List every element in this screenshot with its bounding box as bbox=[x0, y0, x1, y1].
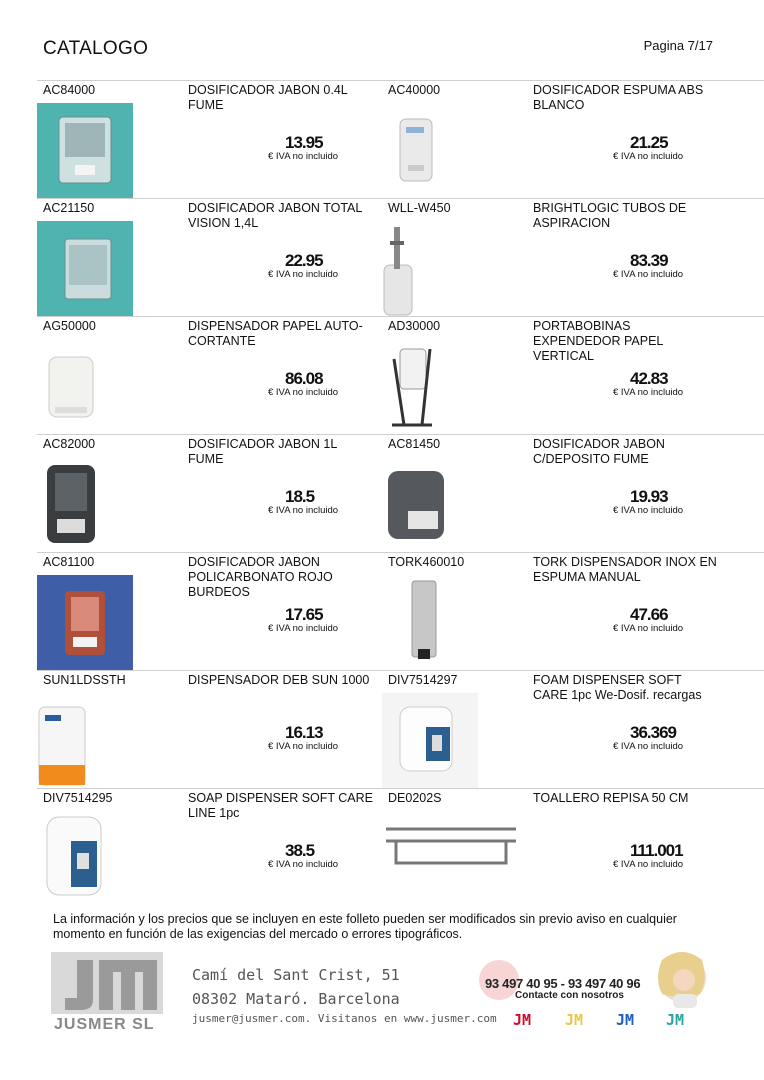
tax-note: € IVA no incluido bbox=[613, 151, 684, 162]
product-price: 22.95 bbox=[285, 251, 323, 270]
product-row bbox=[37, 198, 764, 316]
product-code: AC82000 bbox=[43, 437, 96, 451]
tax-note: € IVA no incluido bbox=[613, 859, 684, 870]
product-card bbox=[37, 553, 382, 670]
product-description: DOSIFICADOR JABON 0.4L FUME bbox=[188, 83, 348, 112]
product-description: BRIGHTLOGIC TUBOS DE ASPIRACION bbox=[533, 201, 687, 230]
product-row bbox=[37, 434, 764, 552]
product-price: 111.001 bbox=[630, 841, 683, 860]
product-price: 42.83 bbox=[630, 369, 668, 388]
product-price: 19.93 bbox=[630, 487, 668, 506]
product-card bbox=[37, 317, 382, 434]
phone-numbers: 93 497 40 95 - 93 497 40 96 bbox=[485, 976, 641, 991]
product-price: 13.95 bbox=[285, 133, 323, 152]
product-code: DIV7514297 bbox=[388, 673, 458, 687]
product-code: AC40000 bbox=[388, 83, 441, 97]
tax-note: € IVA no incluido bbox=[613, 741, 684, 752]
tax-note: € IVA no incluido bbox=[268, 741, 339, 752]
product-row bbox=[37, 552, 764, 670]
product-price: 18.5 bbox=[285, 487, 315, 506]
product-description: DOSIFICADOR ESPUMA ABS BLANCO bbox=[533, 83, 704, 112]
page-header bbox=[43, 38, 723, 68]
product-code: AC81450 bbox=[388, 437, 441, 451]
disclaimer-text: La información y los precios que se incluyen en este folleto pueden ser modificados sin previo aviso en cualquier momento en función de las exigencias del mercado o errores tipográficos. bbox=[53, 912, 677, 941]
product-description: DOSIFICADOR JABON 1L FUME bbox=[188, 437, 337, 466]
product-row bbox=[37, 316, 764, 434]
dispenser-grey-icon bbox=[382, 457, 478, 552]
company-block bbox=[45, 950, 725, 1040]
deb-dispenser-icon bbox=[37, 693, 133, 788]
product-price: 38.5 bbox=[285, 841, 315, 860]
contact-line: jusmer@jusmer.com. Visitanos en www.jusmer.com bbox=[192, 1012, 497, 1025]
product-card bbox=[382, 317, 764, 434]
dispenser-white-icon bbox=[382, 103, 478, 198]
dispenser-clear-icon bbox=[37, 221, 133, 316]
product-description: DOSIFICADOR JABON C/DEPOSITO FUME bbox=[533, 437, 665, 466]
product-code: DIV7514295 bbox=[43, 791, 113, 805]
tax-note: € IVA no incluido bbox=[613, 269, 684, 280]
contact-label: Contacte con nosotros bbox=[515, 990, 624, 1001]
product-price: 83.39 bbox=[630, 251, 668, 270]
address-line-2: 08302 Mataró. Barcelona bbox=[192, 990, 400, 1008]
tax-note: € IVA no incluido bbox=[613, 387, 684, 398]
product-price: 86.08 bbox=[285, 369, 323, 388]
product-row bbox=[37, 788, 764, 908]
product-row bbox=[37, 80, 764, 198]
jm-logo-yellow: JM bbox=[564, 1011, 584, 1029]
towel-rack-icon bbox=[382, 811, 522, 906]
tax-note: € IVA no incluido bbox=[268, 387, 339, 398]
product-description: DOSIFICADOR JABON POLICARBONATO ROJO BURDEOS bbox=[188, 555, 333, 599]
jm-logo-teal: JM bbox=[665, 1011, 685, 1029]
page-number: Pagina 7/17 bbox=[643, 38, 713, 53]
jm-logo-blue: JM bbox=[615, 1011, 635, 1029]
product-card bbox=[37, 199, 382, 316]
product-code: WLL-W450 bbox=[388, 201, 451, 215]
product-card bbox=[37, 671, 382, 788]
product-code: DE0202S bbox=[388, 791, 442, 805]
tax-note: € IVA no incluido bbox=[268, 269, 339, 280]
product-card bbox=[382, 81, 764, 198]
product-description: SOAP DISPENSER SOFT CARE LINE 1pc bbox=[188, 791, 374, 820]
product-price: 47.66 bbox=[630, 605, 668, 624]
product-card bbox=[382, 671, 764, 788]
softcare-soap-icon bbox=[37, 811, 133, 906]
product-description: DOSIFICADOR JABON TOTAL VISION 1,4L bbox=[188, 201, 362, 230]
jusmer-logo bbox=[45, 950, 165, 1040]
product-card bbox=[382, 553, 764, 670]
product-card bbox=[382, 789, 764, 908]
tax-note: € IVA no incluido bbox=[613, 505, 684, 516]
product-description: FOAM DISPENSER SOFT CARE 1pc We-Dosif. recargas bbox=[533, 673, 702, 702]
product-code: AC21150 bbox=[43, 201, 95, 215]
roll-stand-icon bbox=[382, 339, 478, 434]
paper-dispenser-icon bbox=[37, 339, 133, 434]
softcare-foam-icon bbox=[382, 693, 478, 788]
steel-dispenser-icon bbox=[382, 575, 478, 670]
tax-note: € IVA no incluido bbox=[613, 623, 684, 634]
product-code: AC84000 bbox=[43, 83, 96, 97]
product-price: 21.25 bbox=[630, 133, 668, 152]
product-code: AG50000 bbox=[43, 319, 96, 333]
product-description: TORK DISPENSADOR INOX EN ESPUMA MANUAL bbox=[533, 555, 717, 584]
product-card bbox=[37, 81, 382, 198]
product-code: SUN1LDSSTH bbox=[43, 673, 126, 687]
address-line-1: Camí del Sant Crist, 51 bbox=[192, 966, 400, 984]
tax-note: € IVA no incluido bbox=[268, 623, 339, 634]
product-card bbox=[382, 435, 764, 552]
product-description: DISPENSADOR DEB SUN 1000 bbox=[188, 673, 370, 687]
product-card bbox=[37, 789, 382, 908]
product-card bbox=[382, 199, 764, 316]
product-grid bbox=[37, 80, 764, 908]
contact-banner bbox=[477, 950, 717, 1040]
product-code: AD30000 bbox=[388, 319, 441, 333]
product-price: 16.13 bbox=[285, 723, 323, 742]
page-title: CATALOGO bbox=[43, 38, 149, 59]
product-row bbox=[37, 670, 764, 788]
product-price: 17.65 bbox=[285, 605, 323, 624]
product-code: TORK460010 bbox=[388, 555, 465, 569]
dispenser-red-icon bbox=[37, 575, 133, 670]
product-description: PORTABOBINAS EXPENDEDOR PAPEL VERTICAL bbox=[533, 319, 663, 363]
product-card bbox=[37, 435, 382, 552]
tax-note: € IVA no incluido bbox=[268, 505, 339, 516]
product-description: TOALLERO REPISA 50 CM bbox=[533, 791, 689, 805]
product-description: DISPENSADOR PAPEL AUTO-CORTANTE bbox=[188, 319, 363, 348]
product-code: AC81100 bbox=[43, 555, 95, 569]
jm-logo-red: JM bbox=[512, 1011, 532, 1029]
tax-note: € IVA no incluido bbox=[268, 859, 339, 870]
tube-unit-icon bbox=[382, 221, 478, 316]
product-price: 36.369 bbox=[630, 723, 676, 742]
dispenser-dark-icon bbox=[37, 457, 133, 552]
company-name: JUSMER SL bbox=[54, 1016, 155, 1033]
dispenser-fume-icon bbox=[37, 103, 133, 198]
tax-note: € IVA no incluido bbox=[268, 151, 339, 162]
